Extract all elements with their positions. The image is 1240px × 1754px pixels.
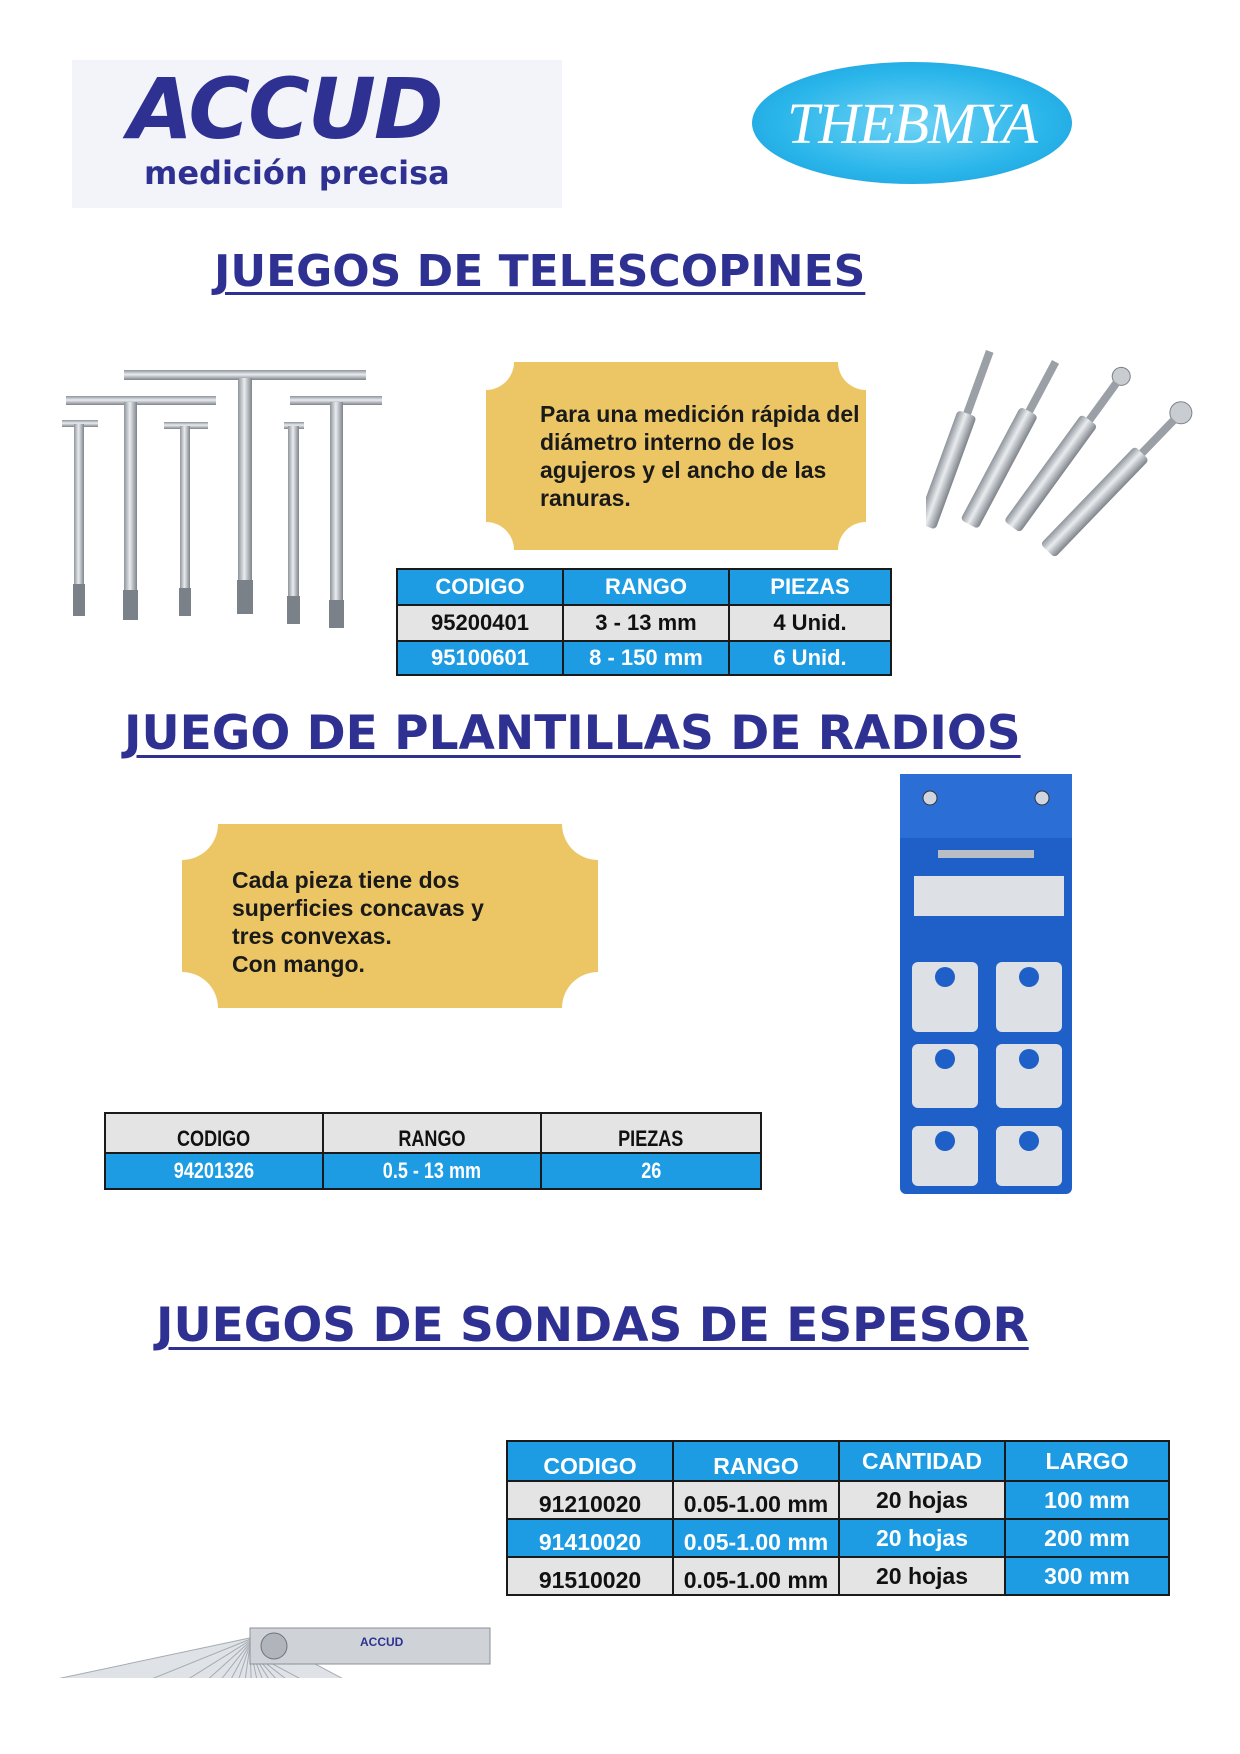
header-codigo-label: CODIGO (177, 1126, 251, 1151)
description-line: tres convexas. (232, 923, 392, 949)
cell-piezas (541, 1153, 761, 1189)
header-rango: RANGO (563, 569, 729, 605)
radius-gauge-set-image (896, 772, 1076, 1196)
section1-title: JUEGOS DE TELESCOPINES (214, 246, 866, 297)
table-row (397, 605, 891, 641)
thebmya-wordmark: THEBMYA (787, 90, 1037, 156)
cell-largo: 100 mm (1005, 1481, 1169, 1519)
section2-title: JUEGO DE PLANTILLAS DE RADIOS (124, 706, 1021, 761)
table-row (507, 1557, 1169, 1595)
table-row (397, 641, 891, 675)
cell-codigo: 91410020 (507, 1519, 673, 1557)
cell-rango: 0.05-1.00 mm (673, 1557, 839, 1595)
header-codigo (105, 1113, 323, 1153)
cell-codigo: 95200401 (397, 605, 563, 641)
cell-rango-value: 0.5 - 13 mm (382, 1158, 482, 1183)
cell-largo: 200 mm (1005, 1519, 1169, 1557)
description-line: superficies concavas y (232, 895, 484, 921)
header-rango-label: RANGO (398, 1126, 466, 1151)
cell-rango: 0.05-1.00 mm (673, 1481, 839, 1519)
cell-cantidad: 20 hojas (839, 1481, 1005, 1519)
section3-table (506, 1440, 1170, 1596)
telescoping-gauges-image (60, 360, 390, 630)
section2-table (104, 1112, 762, 1190)
header-rango (323, 1113, 541, 1153)
accud-tagline: medición precisa (144, 154, 450, 192)
header-largo: LARGO (1005, 1441, 1169, 1481)
header-codigo: CODIGO (507, 1441, 673, 1481)
cell-rango: 0.05-1.00 mm (673, 1519, 839, 1557)
table-row (507, 1519, 1169, 1557)
description-line: Con mango. (232, 951, 365, 977)
header-piezas: PIEZAS (729, 569, 891, 605)
cell-piezas-value: 26 (640, 1158, 662, 1183)
cell-codigo: 91510020 (507, 1557, 673, 1595)
cell-rango: 3 - 13 mm (563, 605, 729, 641)
header-codigo: CODIGO (397, 569, 563, 605)
section1-description: Para una medición rápida del diámetro interno de los agujeros y el ancho de las ranuras. (540, 401, 860, 511)
feeler-gauge-brand: ACCUD (360, 1635, 404, 1649)
header-rango: RANGO (673, 1441, 839, 1481)
table-header-row (105, 1113, 761, 1153)
section1-table (396, 568, 892, 676)
thebmya-logo (752, 62, 1072, 184)
table-header-row (507, 1441, 1169, 1481)
cell-rango (323, 1153, 541, 1189)
table-row (507, 1481, 1169, 1519)
header-cantidad: CANTIDAD (839, 1441, 1005, 1481)
cell-cantidad: 20 hojas (839, 1519, 1005, 1557)
cell-codigo: 95100601 (397, 641, 563, 675)
section3-title: JUEGOS DE SONDAS DE ESPESOR (156, 1298, 1029, 1353)
table-row (105, 1153, 761, 1189)
description-line: Cada pieza tiene dos (232, 867, 460, 893)
accud-logo (72, 60, 562, 208)
table-header-row (397, 569, 891, 605)
header-piezas-label: PIEZAS (618, 1126, 684, 1151)
cell-largo: 300 mm (1005, 1557, 1169, 1595)
cell-piezas: 4 Unid. (729, 605, 891, 641)
cell-rango: 8 - 150 mm (563, 641, 729, 675)
cell-piezas: 6 Unid. (729, 641, 891, 675)
cell-codigo: 91210020 (507, 1481, 673, 1519)
feeler-gauge-image (20, 1408, 500, 1678)
section2-description (232, 866, 572, 978)
accud-wordmark: ACCUD (128, 60, 442, 158)
cell-codigo-value: 94201326 (173, 1158, 255, 1183)
small-hole-gauges-image (926, 330, 1196, 590)
cell-codigo (105, 1153, 323, 1189)
header-piezas (541, 1113, 761, 1153)
cell-cantidad: 20 hojas (839, 1557, 1005, 1595)
